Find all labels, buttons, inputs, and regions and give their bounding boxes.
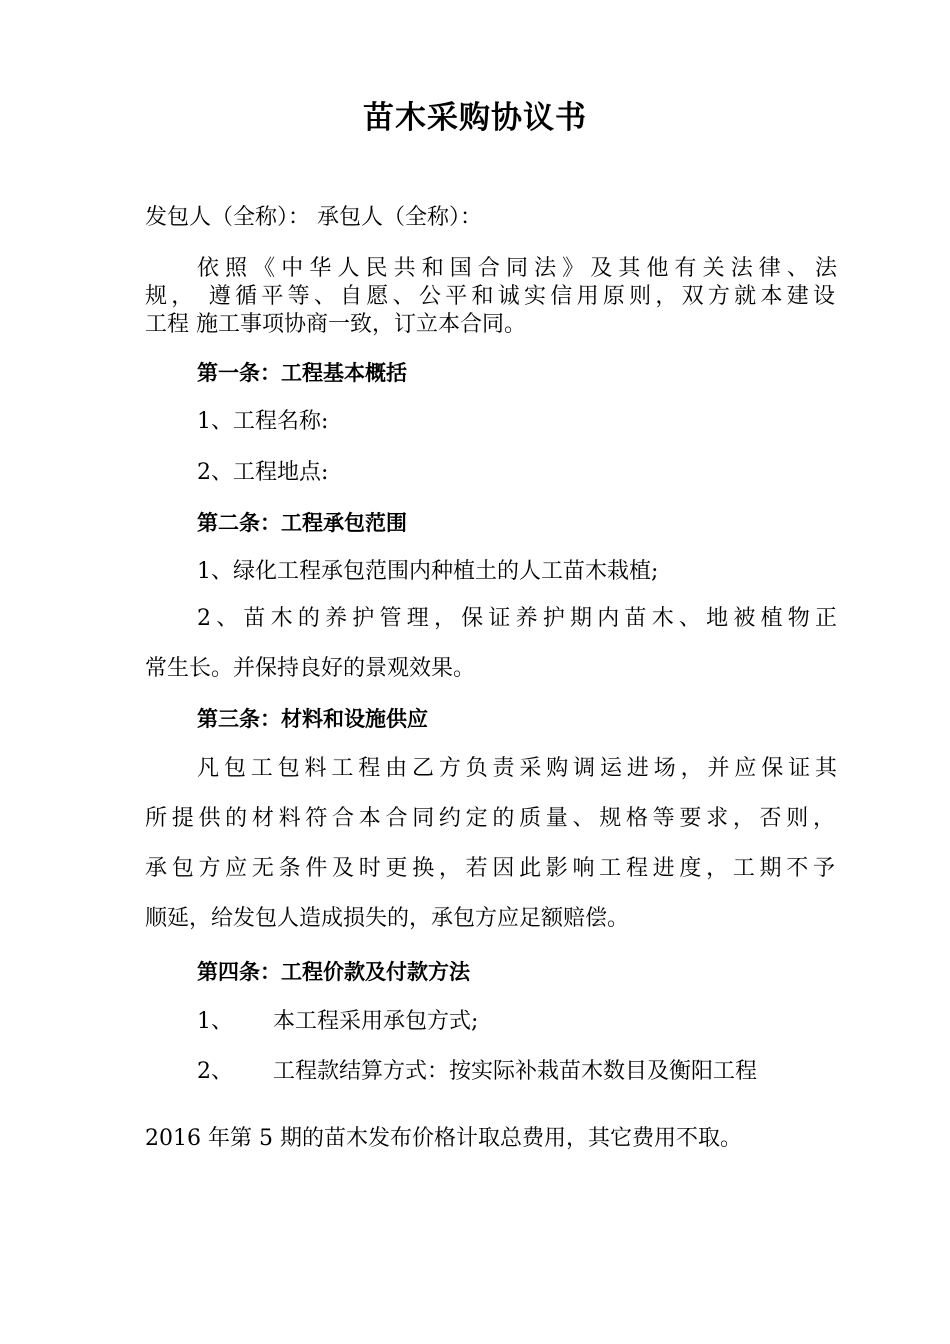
parties-line: 发包人（全称）： 承包人（全称）：: [145, 205, 482, 230]
document-title: 苗木采购协议书: [363, 100, 587, 136]
intro-line-3: 工程 施工事项协商一致，订立本合同。: [145, 312, 526, 337]
article-2-heading: 第二条：工程承包范围: [197, 511, 407, 535]
intro-line-1: 依照《中华人民共和国合同法》及其他有关法律、法: [197, 256, 837, 281]
article-4-item-2-continuation: 2016 年第 5 期的苗木发布价格计取总费用，其它费用不取。: [145, 1126, 742, 1151]
article-1-item-1: 1、工程名称:: [197, 409, 329, 434]
article-2-item-1: 1、绿化工程承包范围内种植土的人工苗木栽植;: [197, 559, 659, 584]
article-4-item-1-number: 1、: [197, 1009, 233, 1034]
article-1-item-2: 2、工程地点:: [197, 460, 329, 485]
article-4-item-1-text: 本工程采用承包方式;: [273, 1009, 479, 1034]
article-4-item-2: [197, 1058, 837, 1086]
article-4-item-1: [197, 1008, 837, 1036]
intro-line-2: 规， 遵循平等、自愿、公平和诚实信用原则，双方就本建设: [145, 284, 835, 309]
article-3-line-3: 承包方应无条件及时更换，若因此影响工程进度，工期不予: [145, 856, 835, 881]
article-3-heading: 第三条：材料和设施供应: [197, 707, 428, 731]
article-4-item-2-number: 2、: [197, 1059, 233, 1084]
article-2-item-2-line-2: 常生长。并保持良好的景观效果。: [145, 656, 476, 681]
article-3-line-2: 所提供的材料符合本合同约定的质量、规格等要求，否则，: [145, 806, 835, 831]
article-3-line-1: 凡包工包料工程由乙方负责采购调运进场，并应保证其: [197, 756, 837, 781]
article-3-line-4: 顺延，给发包人造成损失的，承包方应足额赔偿。: [145, 906, 630, 931]
article-4-heading: 第四条：工程价款及付款方法: [197, 960, 470, 984]
article-4-item-2-text: 工程款结算方式：按实际补栽苗木数目及衡阳工程: [273, 1059, 758, 1084]
article-1-heading: 第一条：工程基本概括: [197, 361, 407, 385]
article-2-item-2-line-1: 2、苗木的养护管理，保证养护期内苗木、地被植物正: [197, 606, 837, 631]
